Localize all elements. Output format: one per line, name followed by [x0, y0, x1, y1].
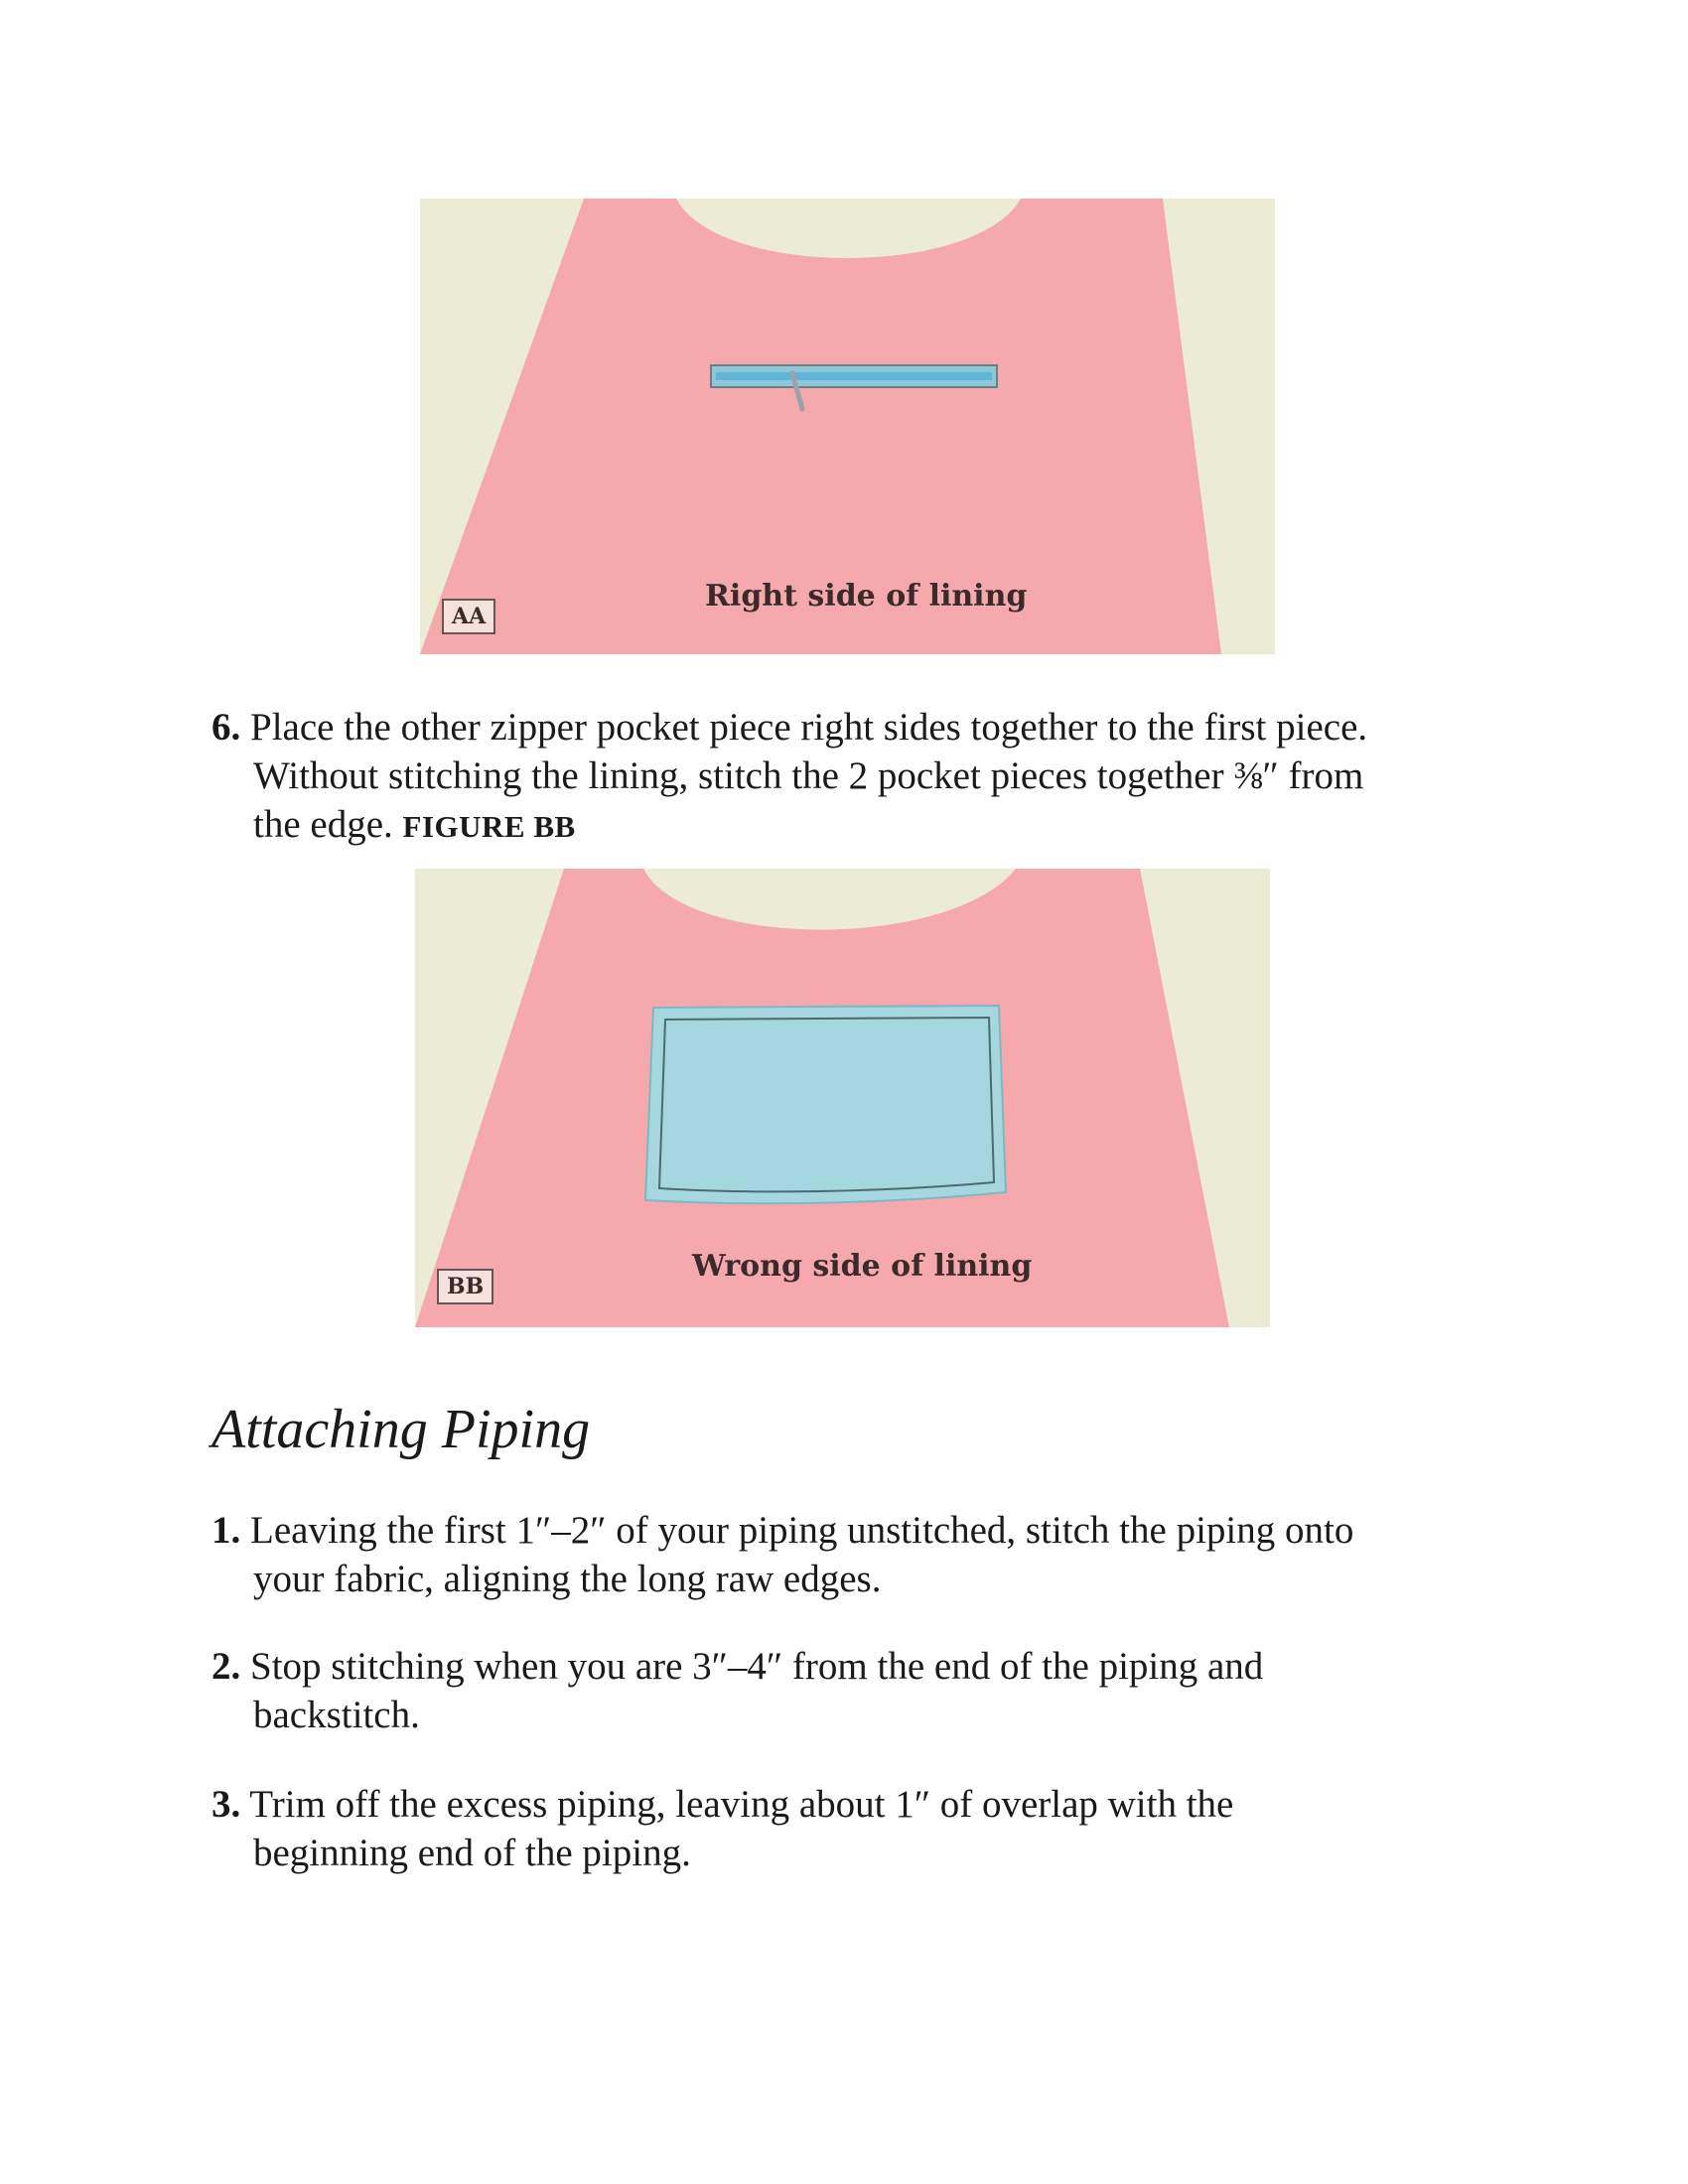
figure-caption-aa: Right side of lining [705, 579, 1028, 614]
step-number: 1. [211, 1509, 241, 1552]
step-text-line: Trim off the excess piping, leaving about 1″ of overlap with the [249, 1783, 1234, 1826]
section-title: Attaching Piping [211, 1399, 591, 1460]
zipper-teeth [716, 372, 992, 380]
piping-step-2 [211, 1642, 1502, 1739]
piping-step-3 [211, 1780, 1502, 1877]
step-6 [211, 703, 1502, 851]
step-text-line: backstitch. [253, 1694, 420, 1736]
piping-step-1 [211, 1506, 1502, 1603]
figure-caption-bb: Wrong side of lining [692, 1249, 1033, 1284]
step-number: 6. [211, 706, 241, 749]
step-text-line: the edge. [253, 803, 393, 846]
figure-aa [420, 199, 1275, 654]
figure-tag-aa: AA [442, 599, 495, 634]
step-text-line: Without stitching the lining, stitch the 2 pocket pieces together ⅜″ from [253, 754, 1364, 797]
step-number: 3. [211, 1783, 241, 1826]
step-text-line: your fabric, aligning the long raw edges. [253, 1558, 882, 1600]
figure-tag-bb: BB [437, 1269, 493, 1304]
step-text-line: Place the other zipper pocket piece right sides together to the first piece. [250, 706, 1368, 749]
step-text-line: beginning end of the piping. [253, 1832, 691, 1874]
step-text-line: Leaving the first 1″–2″ of your piping unstitched, stitch the piping onto [250, 1509, 1354, 1552]
figure-bb [415, 869, 1270, 1327]
pocket-piece [645, 1006, 1006, 1203]
figure-reference: FIGURE BB [402, 809, 576, 844]
step-number: 2. [211, 1645, 241, 1688]
step-text-line: Stop stitching when you are 3″–4″ from the end of the piping and [250, 1645, 1264, 1688]
